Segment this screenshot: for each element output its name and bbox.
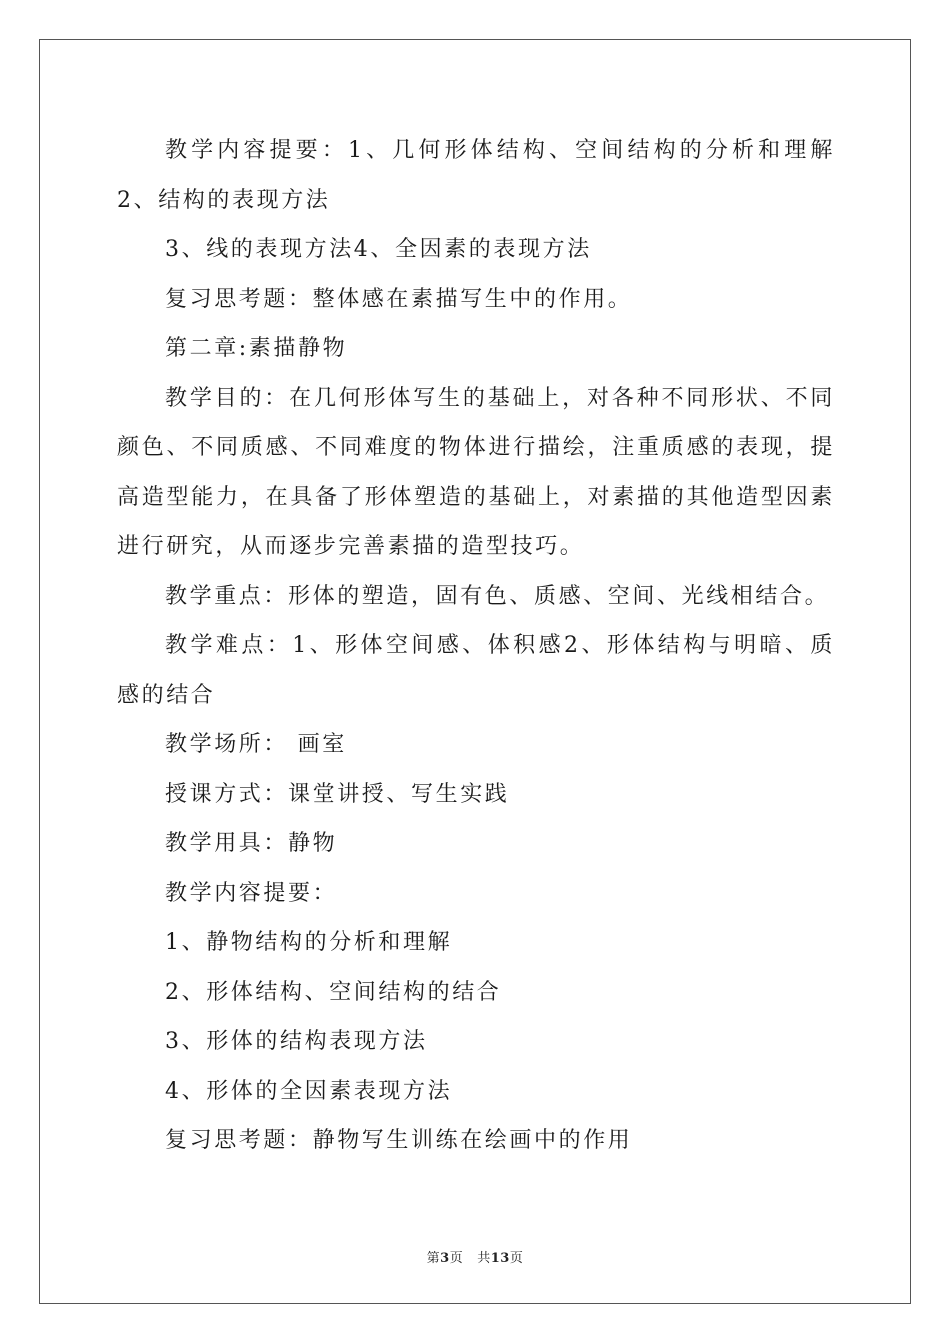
list-item: 3、形体的结构表现方法 [165, 1029, 428, 1054]
paragraph: 教学场所： 画室 [165, 732, 347, 757]
page-prefix: 第 [426, 1251, 441, 1266]
total-prefix: 共 [477, 1251, 491, 1266]
page-number: 3 [440, 1251, 450, 1266]
paragraph: 3、线的表现方法4、全因素的表现方法 [165, 237, 592, 262]
paragraph: 教学内容提要：1、几何形体结构、空间结构的分析和理解 2、结构的表现方法 [117, 138, 835, 213]
chapter-heading: 第二章:素描静物 [165, 336, 348, 361]
paragraph: 教学目的：在几何形体写生的基础上，对各种不同形状、不同颜色、不同质感、不同难度的物体进行描绘，注重质感的表现，提高造型能力，在具备了形体塑造的基础上，对素描的其他造型因素进行研究，从而逐步完善素描的造型技巧。 [117, 385, 835, 559]
list-item: 1、静物结构的分析和理解 [165, 930, 453, 955]
paragraph: 教学难点：1、形体空间感、体积感2、形体结构与明暗、质感的结合 [117, 633, 835, 708]
paragraph: 教学内容提要： [165, 880, 338, 906]
page-suffix: 页 [449, 1251, 464, 1266]
paragraph: 教学重点：形体的塑造，固有色、质感、空间、光线相结合。 [165, 583, 830, 609]
paragraph: 授课方式：课堂讲授、写生实践 [165, 781, 510, 807]
total-pages: 13 [490, 1251, 510, 1266]
page-footer [0, 1247, 950, 1266]
paragraph: 教学用具：静物 [165, 831, 338, 856]
document-body [117, 126, 835, 1166]
list-item: 4、形体的全因素表现方法 [165, 1078, 453, 1104]
list-item: 2、形体结构、空间结构的结合 [165, 979, 502, 1005]
paragraph: 复习思考题：静物写生训练在绘画中的作用 [165, 1128, 633, 1153]
total-suffix: 页 [509, 1251, 524, 1266]
paragraph: 复习思考题：整体感在素描写生中的作用。 [165, 286, 633, 312]
